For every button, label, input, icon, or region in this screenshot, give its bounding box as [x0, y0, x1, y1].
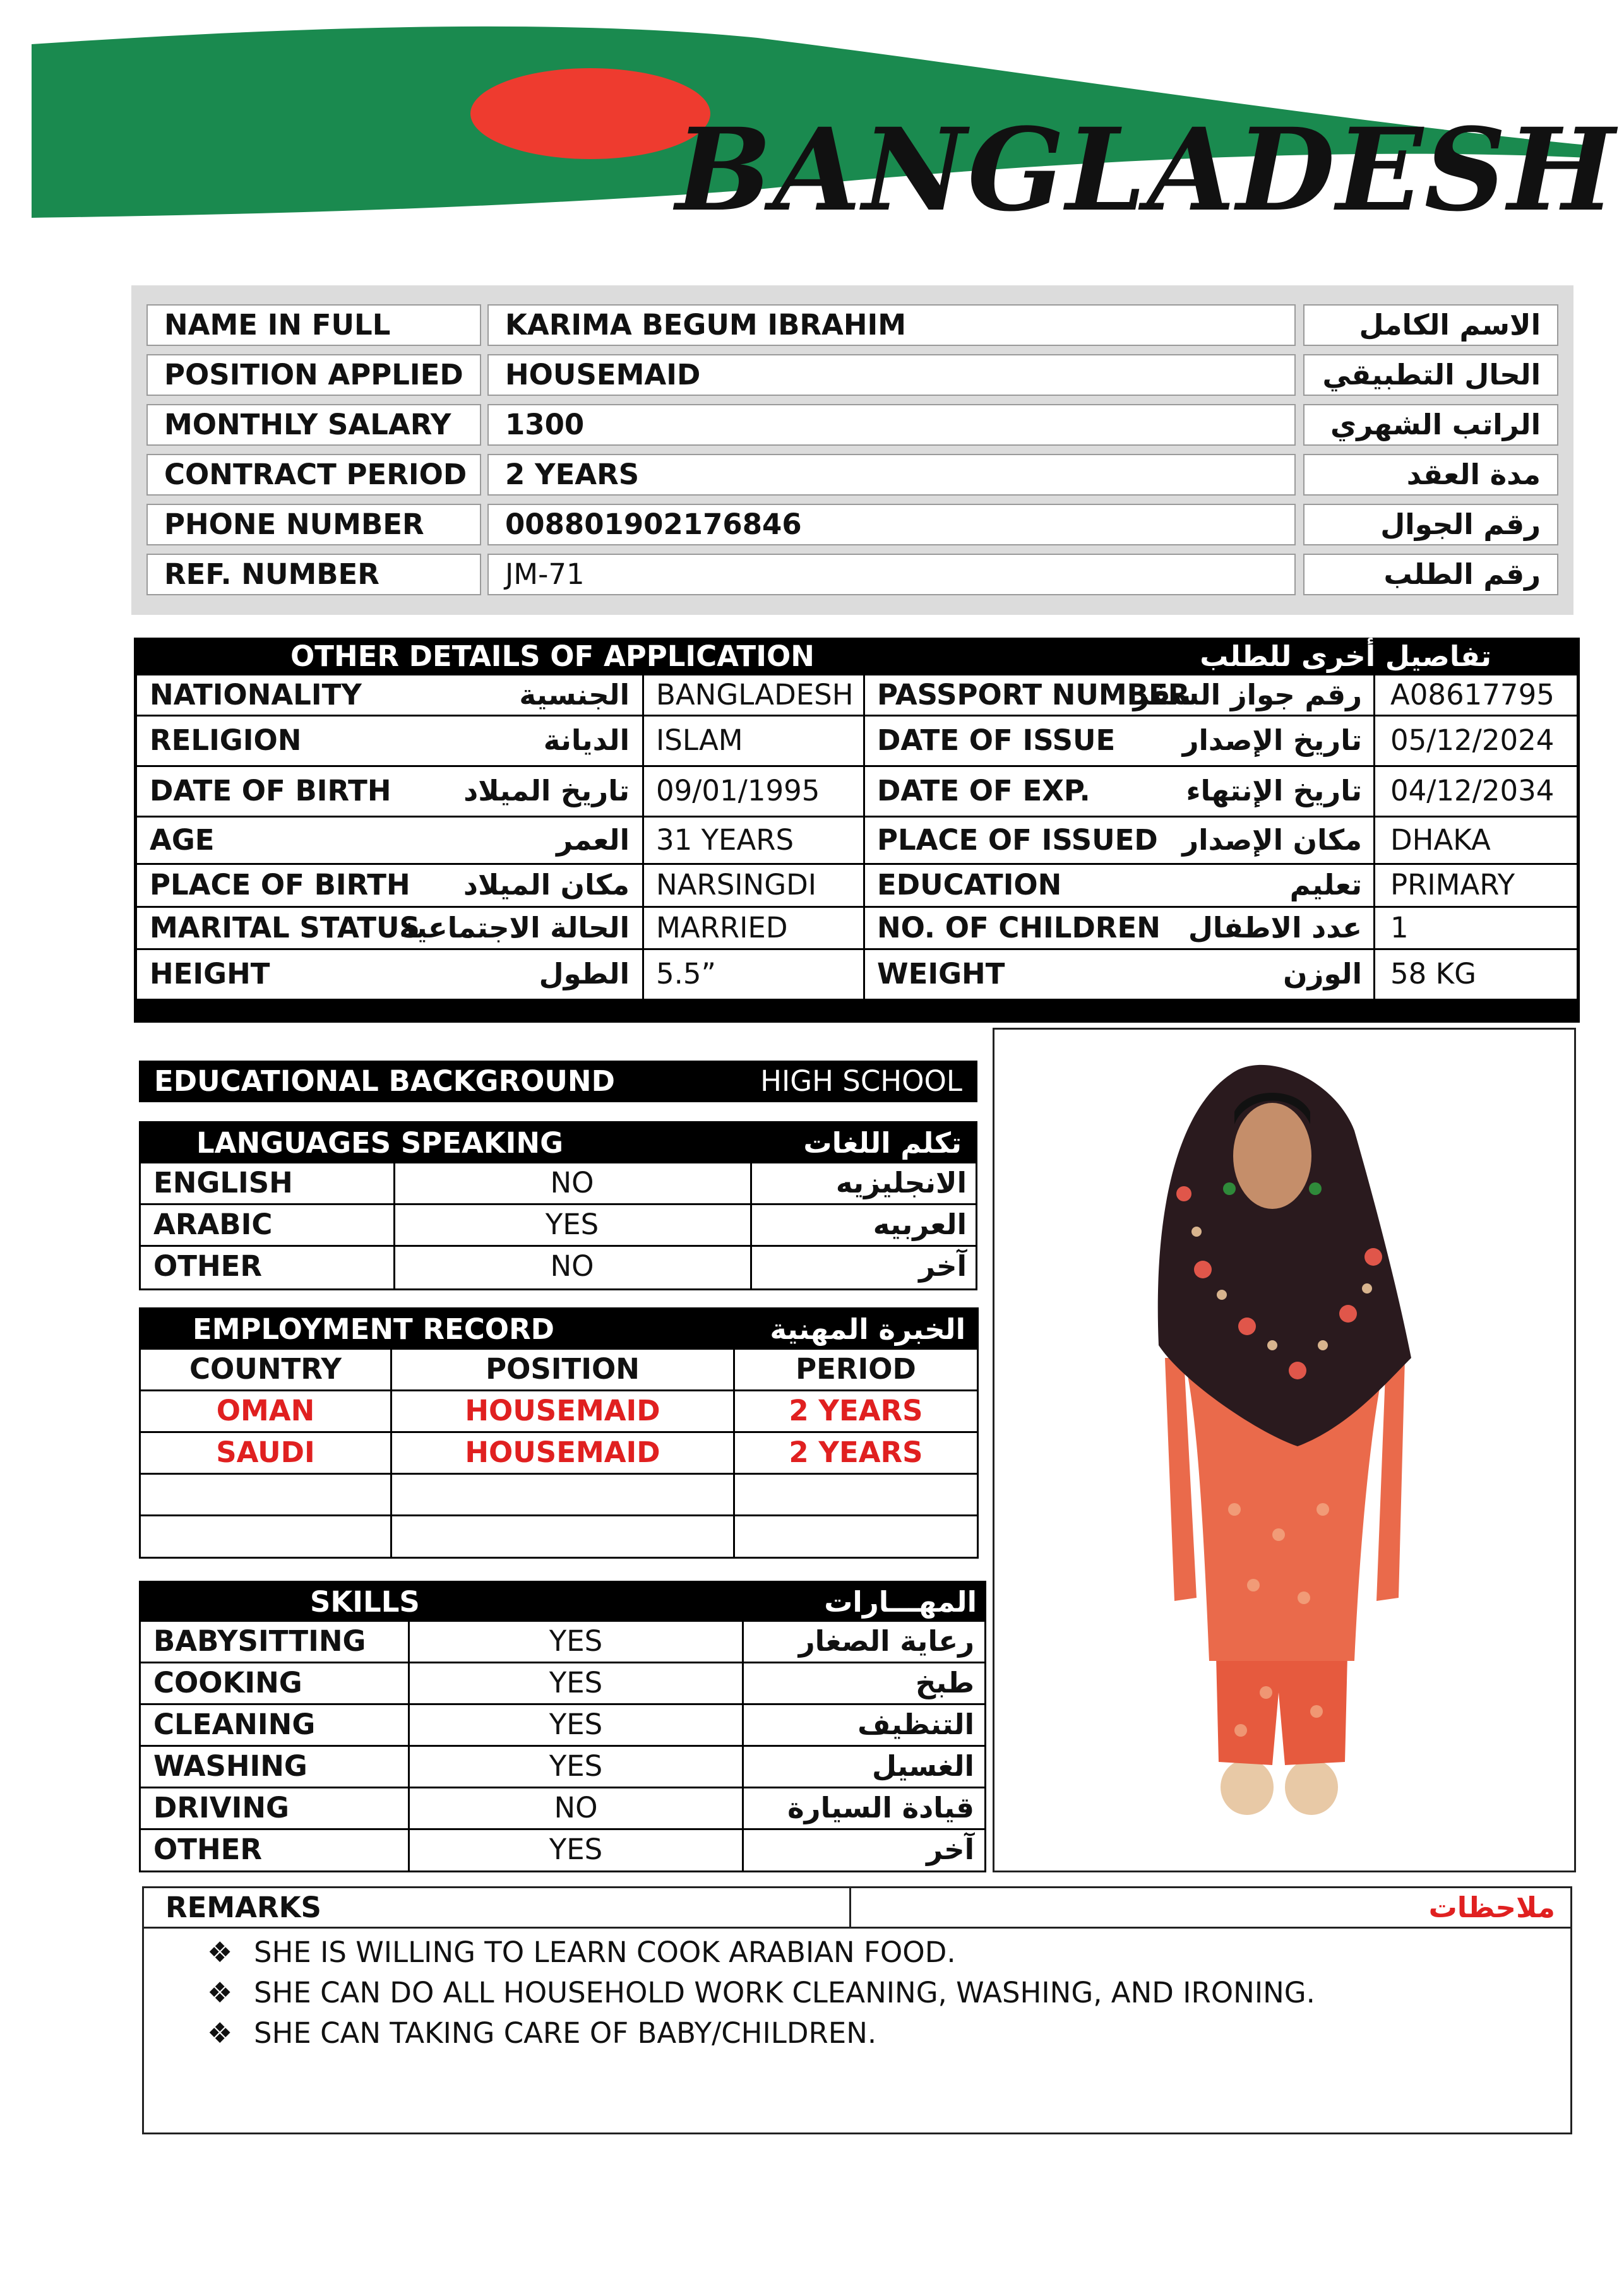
languages-table — [139, 1121, 977, 1290]
basic-info-row — [146, 404, 1558, 446]
employment-country — [141, 1516, 390, 1558]
other-details-row — [137, 675, 1577, 717]
skill-row — [141, 1705, 984, 1747]
skill-row — [141, 1788, 984, 1830]
table-divider — [390, 1516, 392, 1558]
remark-text: SHE IS WILLING TO LEARN COOK ARABIAN FOOD. — [254, 1936, 956, 1969]
skill-arabic: قيادة السيارة — [787, 1791, 974, 1824]
skill-arabic: رعاية الصغار — [798, 1624, 974, 1658]
other-detail-label-ar: تعليم — [1289, 868, 1362, 901]
education-label: EDUCATIONAL BACKGROUND — [154, 1064, 615, 1098]
other-detail-label-ar: رقم جواز السفر — [1133, 678, 1362, 711]
employment-column-header: PERIOD — [796, 1352, 916, 1386]
other-detail-value: DHAKA — [1390, 823, 1491, 857]
other-detail-value: 5.5” — [656, 957, 716, 990]
employment-position — [392, 1475, 733, 1514]
languages-title-ar: تكلم اللغات — [803, 1126, 962, 1160]
other-detail-label-ar: تاريخ الإصدار — [1182, 723, 1362, 757]
other-detail-label: NATIONALITY — [150, 678, 362, 711]
languages-title: LANGUAGES SPEAKING — [196, 1126, 564, 1160]
basic-info-label: NAME IN FULL — [146, 304, 481, 346]
basic-info-label: POSITION APPLIED — [146, 354, 481, 396]
basic-info-value: 2 YEARS — [487, 454, 1296, 496]
basic-info-arabic: مدة العقد — [1303, 454, 1558, 496]
table-divider — [733, 1516, 735, 1558]
skills-header — [141, 1583, 984, 1622]
skills-title: SKILLS — [310, 1585, 420, 1619]
other-detail-label: NO. OF CHILDREN — [877, 911, 1161, 944]
other-details-row — [137, 865, 1577, 908]
other-detail-label: HEIGHT — [150, 957, 270, 990]
basic-info-label: CONTRACT PERIOD — [146, 454, 481, 496]
table-divider — [390, 1433, 392, 1473]
skill-value: YES — [549, 1624, 603, 1658]
other-detail-label-ar: العمر — [556, 823, 630, 857]
employment-row — [141, 1516, 977, 1558]
bullet-icon: ❖ — [207, 1936, 233, 1969]
basic-info-row — [146, 304, 1558, 346]
remark-text: SHE CAN TAKING CARE OF BABY/CHILDREN. — [254, 2016, 877, 2050]
skill-arabic: طبخ — [915, 1666, 974, 1699]
skill-value: YES — [549, 1749, 603, 1783]
skill-name: WASHING — [153, 1749, 307, 1783]
other-details-title: OTHER DETAILS OF APPLICATION — [290, 639, 815, 673]
other-detail-label-ar: تاريخ الميلاد — [463, 774, 630, 807]
bullet-icon: ❖ — [207, 1976, 233, 2009]
language-value: YES — [545, 1208, 599, 1241]
skill-value: NO — [554, 1791, 598, 1824]
bullet-icon: ❖ — [207, 2016, 233, 2050]
other-detail-value: 1 — [1390, 911, 1409, 944]
skill-arabic: التنظيف — [857, 1708, 974, 1741]
basic-info-value: 1300 — [487, 404, 1296, 446]
other-detail-label: WEIGHT — [877, 957, 1005, 990]
other-detail-value: PRIMARY — [1390, 868, 1515, 901]
employment-header — [141, 1309, 977, 1350]
other-details-header — [134, 638, 1580, 675]
employment-country: OMAN — [216, 1394, 315, 1427]
employment-country — [141, 1475, 390, 1514]
other-detail-label: PLACE OF ISSUED — [877, 823, 1158, 857]
employment-title-ar: الخبرة المهنية — [770, 1312, 965, 1346]
skill-name: BABYSITTING — [153, 1624, 366, 1658]
skill-row — [141, 1622, 984, 1663]
skill-arabic: آخر — [926, 1833, 974, 1866]
skill-name: CLEANING — [153, 1708, 316, 1741]
other-detail-label: DATE OF ISSUE — [877, 723, 1116, 757]
basic-info-arabic: الحال التطبيقي — [1303, 354, 1558, 396]
skills-table — [139, 1581, 986, 1872]
employment-position — [392, 1516, 733, 1558]
other-detail-label: PASSPORT NUMBER — [877, 678, 1190, 711]
table-divider — [390, 1350, 392, 1389]
education-value: HIGH SCHOOL — [760, 1064, 962, 1098]
other-detail-label: PLACE OF BIRTH — [150, 868, 410, 901]
table-divider — [733, 1433, 735, 1473]
skill-value: YES — [549, 1833, 603, 1866]
language-arabic: آخر — [919, 1249, 967, 1283]
language-value: NO — [550, 1166, 594, 1199]
other-details-table — [134, 675, 1580, 1023]
basic-info-label: REF. NUMBER — [146, 554, 481, 595]
other-details-row — [137, 950, 1577, 1001]
skill-name: OTHER — [153, 1833, 263, 1866]
other-detail-label-ar: عدد الاطفال — [1188, 911, 1362, 944]
other-detail-label-ar: الديانة — [543, 723, 630, 757]
basic-info-arabic: رقم الطلب — [1303, 554, 1558, 595]
other-detail-value: ISLAM — [656, 723, 743, 757]
language-name: ENGLISH — [153, 1166, 293, 1199]
table-divider — [390, 1475, 392, 1514]
employment-column-header: COUNTRY — [189, 1352, 342, 1386]
skill-name: DRIVING — [153, 1791, 289, 1824]
remark-item — [207, 1974, 1315, 2012]
skill-row — [141, 1830, 984, 1872]
remark-item — [207, 2014, 876, 2052]
basic-info-value: HOUSEMAID — [487, 354, 1296, 396]
skill-name: COOKING — [153, 1666, 302, 1699]
other-details-row — [137, 717, 1577, 767]
other-detail-value: 09/01/1995 — [656, 774, 820, 807]
other-detail-label-ar: الطول — [539, 957, 630, 990]
other-detail-value: 05/12/2024 — [1390, 723, 1555, 757]
basic-info-label: PHONE NUMBER — [146, 504, 481, 545]
basic-info-row — [146, 554, 1558, 595]
flag-red-disc — [470, 68, 710, 159]
employment-period: 2 YEARS — [789, 1436, 923, 1469]
language-value: NO — [550, 1249, 594, 1283]
applicant-photo-frame — [993, 1028, 1576, 1872]
employment-column-header: POSITION — [486, 1352, 640, 1386]
table-divider — [733, 1391, 735, 1431]
remarks-header-row — [144, 1888, 1570, 1929]
other-details-row — [137, 767, 1577, 818]
skill-value: YES — [549, 1708, 603, 1741]
other-detail-label-ar: مكان الميلاد — [463, 868, 630, 901]
employment-row — [141, 1475, 977, 1516]
other-detail-label-ar: الوزن — [1283, 957, 1362, 990]
languages-header — [141, 1123, 976, 1163]
language-arabic: العربيه — [873, 1208, 967, 1241]
other-detail-label: RELIGION — [150, 723, 302, 757]
language-arabic: الانجليزيه — [835, 1166, 967, 1199]
employment-period: 2 YEARS — [789, 1394, 923, 1427]
other-detail-label-ar: الجنسية — [519, 678, 630, 711]
basic-info-label: MONTHLY SALARY — [146, 404, 481, 446]
basic-info-row — [146, 354, 1558, 396]
other-detail-label-ar: الحالة الاجتماعية — [399, 911, 630, 944]
employment-country: SAUDI — [216, 1436, 315, 1469]
remarks-header-divider — [849, 1888, 851, 1927]
skill-row — [141, 1663, 984, 1705]
employment-row — [141, 1391, 977, 1433]
country-title: BANGLADESH — [676, 104, 1616, 237]
skills-title-ar: المهـــارات — [824, 1585, 977, 1619]
applicant-photo — [994, 1030, 1574, 1871]
skill-value: YES — [549, 1666, 603, 1699]
other-detail-value: 58 KG — [1390, 957, 1476, 990]
remark-text: SHE CAN DO ALL HOUSEHOLD WORK CLEANING, WASHING, AND IRONING. — [254, 1976, 1315, 2009]
language-name: OTHER — [153, 1249, 263, 1283]
employment-table — [139, 1307, 979, 1559]
other-details-title-ar: تفاصيل أخرى للطلب — [1200, 639, 1491, 673]
basic-info-arabic: الراتب الشهري — [1303, 404, 1558, 446]
other-detail-label: DATE OF EXP. — [877, 774, 1090, 807]
skill-arabic: الغسيل — [871, 1749, 974, 1783]
basic-info-arabic: رقم الجوال — [1303, 504, 1558, 545]
other-detail-label: MARITAL STATUS — [150, 911, 420, 944]
employment-position: HOUSEMAID — [465, 1436, 660, 1469]
other-detail-value: 31 YEARS — [656, 823, 794, 857]
table-divider — [733, 1350, 735, 1389]
employment-position: HOUSEMAID — [465, 1394, 660, 1427]
language-name: ARABIC — [153, 1208, 273, 1241]
basic-info-value: 008801902176846 — [487, 504, 1296, 545]
table-divider — [390, 1391, 392, 1431]
other-detail-label-ar: مكان الإصدار — [1182, 823, 1362, 857]
other-detail-value: 04/12/2034 — [1390, 774, 1555, 807]
remarks-title: REMARKS — [165, 1891, 321, 1924]
language-row — [141, 1247, 976, 1288]
table-divider — [733, 1475, 735, 1514]
employment-period — [735, 1516, 977, 1558]
other-detail-value: NARSINGDI — [656, 868, 817, 901]
other-detail-label: EDUCATION — [877, 868, 1062, 901]
employment-period — [735, 1475, 977, 1514]
basic-info-value: KARIMA BEGUM IBRAHIM — [487, 304, 1296, 346]
language-row — [141, 1163, 976, 1205]
basic-info-row — [146, 504, 1558, 545]
other-detail-value: A08617795 — [1390, 678, 1555, 711]
language-row — [141, 1205, 976, 1247]
other-detail-label: AGE — [150, 823, 215, 857]
basic-info-arabic: الاسم الكامل — [1303, 304, 1558, 346]
other-details-bottom-bar — [137, 1001, 1577, 1020]
basic-info-value: JM-71 — [487, 554, 1296, 595]
other-details-row — [137, 818, 1577, 865]
other-detail-value: MARRIED — [656, 911, 788, 944]
basic-info-row — [146, 454, 1558, 496]
employment-title: EMPLOYMENT RECORD — [193, 1312, 555, 1346]
education-bar — [139, 1061, 977, 1102]
other-details-row — [137, 908, 1577, 950]
remark-item — [207, 1934, 956, 1972]
other-detail-label: DATE OF BIRTH — [150, 774, 391, 807]
employment-columns-row — [141, 1350, 977, 1391]
remarks-title-ar: ملاحظات — [1428, 1891, 1555, 1924]
remarks-box — [142, 1886, 1572, 2134]
skill-row — [141, 1747, 984, 1788]
employment-row — [141, 1433, 977, 1475]
other-detail-label-ar: تاريخ الإنتهاء — [1186, 774, 1362, 807]
other-detail-value: BANGLADESH — [656, 678, 854, 711]
